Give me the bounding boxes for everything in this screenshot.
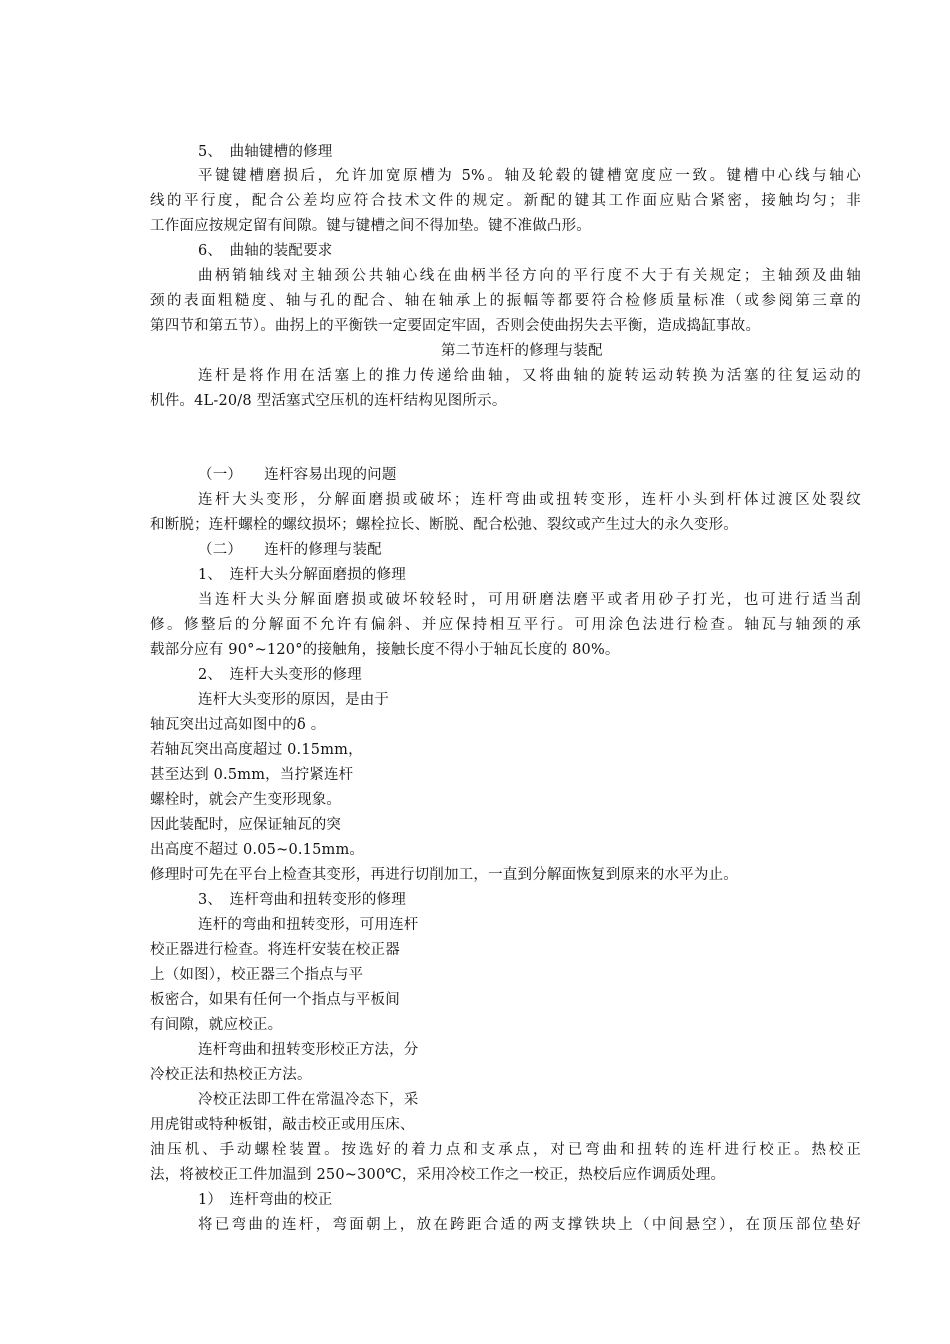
paragraph-line: 法，将被校正工件加温到 250~300℃，采用冷校工作之一校正，热校后应作调质处理。 <box>150 1167 726 1183</box>
paragraph-line: 甚至达到 0.5mm，当拧紧连杆 <box>150 767 354 783</box>
subsection-1-heading: 1） 连杆弯曲的校正 <box>198 1192 333 1208</box>
paragraph-line: 和断脱；连杆螺栓的螺纹损坏；螺栓拉长、断脱、配合松弛、裂纹或产生过大的永久变形。 <box>150 517 738 533</box>
paragraph-line: 连杆弯曲和扭转变形校正方法，分 <box>198 1042 419 1058</box>
section-5-heading: 5、 曲轴键槽的修理 <box>198 144 333 160</box>
paragraph-line: 用虎钳或特种板钳，敲击校正或用压床、 <box>150 1117 415 1133</box>
paragraph-line: 第四节和第五节）。曲拐上的平衡铁一定要固定牢固，否则会使曲拐失去平衡，造成捣缸事故。 <box>150 318 761 334</box>
paragraph-line: 修理时可先在平台上检查其变形，再进行切削加工，一直到分解面恢复到原来的水平为止。 <box>150 867 738 883</box>
paragraph-line: 载部分应有 90°~120°的接触角，接触长度不得小于轴瓦长度的 80%。 <box>150 642 620 658</box>
subsection-heading-1: （一） 连杆容易出现的问题 <box>198 467 397 483</box>
paragraph-line: 曲柄销轴线对主轴颈公共轴心线在曲柄半径方向的平行度不大于有关规定；主轴颈及曲轴 <box>198 268 861 284</box>
paragraph-line: 将已弯曲的连杆，弯面朝上，放在跨距合适的两支撑铁块上（中间悬空），在顶压部位垫好 <box>198 1217 861 1233</box>
subsection-heading-2: （二） 连杆的修理与装配 <box>198 542 382 558</box>
paragraph-line: 连杆大头变形，分解面磨损或破坏；连杆弯曲或扭转变形，连杆小头到杆体过渡区处裂纹 <box>198 492 861 508</box>
paragraph-line: 修。修整后的分解面不允许有偏斜、并应保持相互平行。可用涂色法进行检查。轴瓦与轴颈的承 <box>150 617 861 633</box>
section-6-heading: 6、 曲轴的装配要求 <box>198 243 333 259</box>
paragraph-line: 连杆是将作用在活塞上的推力传递给曲轴，又将曲轴的旋转运动转换为活塞的往复运动的 <box>198 368 861 384</box>
repair-1-heading: 1、 连杆大头分解面磨损的修理 <box>198 567 406 583</box>
paragraph-line: 冷校正法和热校正方法。 <box>150 1067 312 1083</box>
repair-3-heading: 3、 连杆弯曲和扭转变形的修理 <box>198 892 406 908</box>
paragraph-line: 线的平行度，配合公差均应符合技术文件的规定。新配的键其工作面应贴合紧密，接触均匀；非 <box>150 193 861 209</box>
paragraph-line: 因此装配时，应保证轴瓦的突 <box>150 817 342 833</box>
paragraph-line: 连杆大头变形的原因，是由于 <box>198 692 390 708</box>
paragraph-line: 冷校正法即工件在常温冷态下，采 <box>198 1092 419 1108</box>
paragraph-line: 当连杆大头分解面磨损或破坏较轻时，可用研磨法磨平或者用砂子打光，也可进行适当刮 <box>198 592 861 608</box>
paragraph-line: 颈的表面粗糙度、轴与孔的配合、轴在轴承上的振幅等都要符合检修质量标准（或参阅第三章的 <box>150 293 861 309</box>
paragraph-line: 螺栓时，就会产生变形现象。 <box>150 792 342 808</box>
paragraph-line: 上（如图），校正器三个指点与平 <box>150 967 364 983</box>
section-title: 第二节连杆的修理与装配 <box>441 343 603 359</box>
paragraph-line: 连杆的弯曲和扭转变形，可用连杆 <box>198 917 419 933</box>
paragraph-line: 工作面应按规定留有间隙。键与键槽之间不得加垫。键不准做凸形。 <box>150 218 591 234</box>
repair-2-heading: 2、 连杆大头变形的修理 <box>198 667 362 683</box>
paragraph-line: 有间隙，就应校正。 <box>150 1017 283 1033</box>
paragraph-line: 若轴瓦突出高度超过 0.15mm， <box>150 742 363 758</box>
paragraph-line: 校正器进行检查。将连杆安装在校正器 <box>150 942 400 958</box>
paragraph-line: 机件。4L-20/8 型活塞式空压机的连杆结构见图所示。 <box>150 393 507 409</box>
paragraph-line: 油压机、手动螺栓装置。按选好的着力点和支承点，对已弯曲和扭转的连杆进行校正。热校正 <box>150 1142 861 1158</box>
paragraph-line: 轴瓦突出过高如图中的δ 。 <box>150 717 326 733</box>
paragraph-line: 出高度不超过 0.05~0.15mm。 <box>150 842 365 858</box>
paragraph-line: 平键键槽磨损后，允许加宽原槽为 5%。轴及轮毂的键槽宽度应一致。键槽中心线与轴心 <box>198 168 861 184</box>
paragraph-line: 板密合，如果有任何一个指点与平板间 <box>150 992 400 1008</box>
